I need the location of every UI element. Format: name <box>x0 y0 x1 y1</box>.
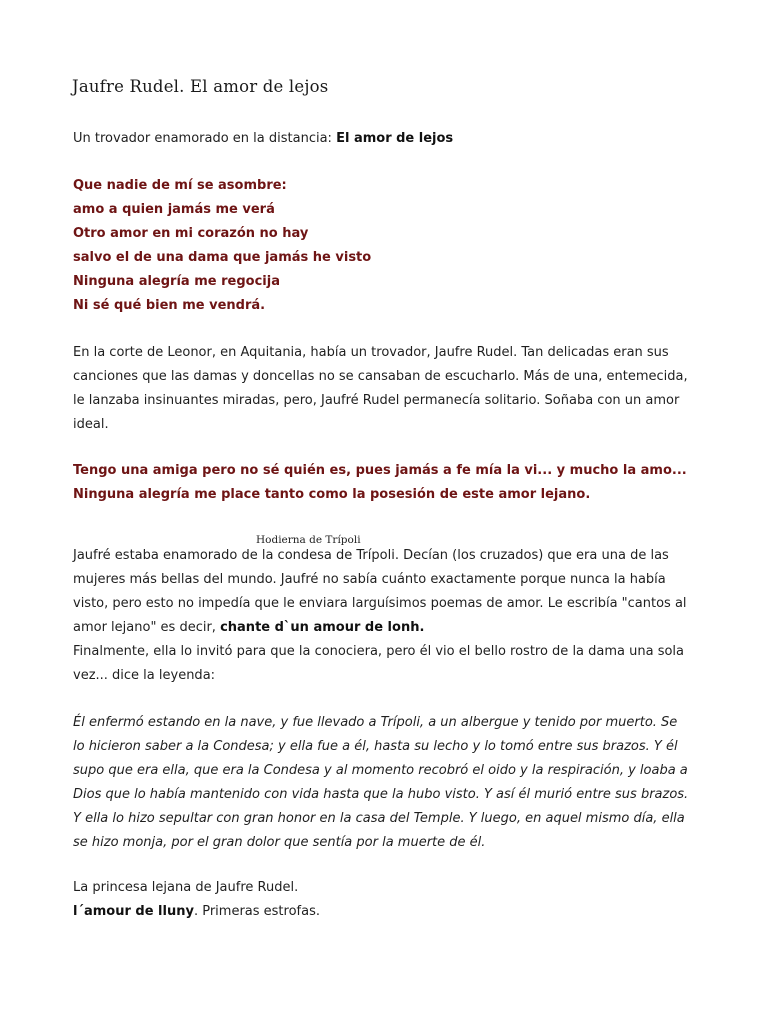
paragraph-line: vez... dice la leyenda: <box>73 668 216 683</box>
legend-line: Dios que lo había mantenido con vida hasta que la hubo visto. Y así él murió entre sus brazos. <box>73 787 689 802</box>
lamour-bold-text: l´amour de lluny <box>73 904 194 919</box>
closing-line-text: . Primeras estrofas. <box>193 904 320 919</box>
legend-line: supo que era ella, que era la Condesa y al momento recobró el oido y la respiración, y loaba a <box>73 763 688 778</box>
poem-line: salvo el de una dama que jamás he visto <box>73 250 372 265</box>
closing-paragraph <box>73 876 699 924</box>
paragraph-line: Jaufré estaba enamorado de la condesa de Trípoli. Decían (los cruzados) que era una de las <box>73 548 669 563</box>
paragraph-line <box>73 616 699 640</box>
legend-line: se hizo monja, por el gran dolor que sentía por la muerte de él. <box>73 835 486 850</box>
paragraph-line: le lanzaba insinuantes miradas, pero, Jaufré Rudel permanecía solitario. Soñaba con un amor <box>73 393 680 408</box>
legend-quote <box>73 711 699 855</box>
closing-line: La princesa lejana de Jaufre Rudel. <box>73 880 299 895</box>
paragraph-line: En la corte de Leonor, en Aquitania, había un trovador, Jaufre Rudel. Tan delicadas eran sus <box>73 345 669 360</box>
closing-line <box>73 900 699 924</box>
image-caption: Hodierna de Trípoli <box>256 534 361 546</box>
poem-line: Tengo una amiga pero no sé quién es, pues jamás a fe mía la vi... y mucho la amo... <box>73 463 687 478</box>
poem-stanza-1 <box>73 174 699 318</box>
paragraph-line: Finalmente, ella lo invitó para que la conociera, pero él vio el bello rostro de la dama una sola <box>73 644 685 659</box>
legend-line: Él enfermó estando en la nave, y fue llevado a Trípoli, a un albergue y tenido por muerto. Se <box>73 715 678 730</box>
paragraph-line: visto, pero esto no impedía que le enviara larguísimos poemas de amor. Le escribía "cantos al <box>73 596 687 611</box>
poem-line: Ninguna alegría me regocija <box>73 274 280 289</box>
paragraph-line: mujeres más bellas del mundo. Jaufré no sabía cuánto exactamente porque nunca la había <box>73 572 666 587</box>
intro-text: Un trovador enamorado en la distancia: <box>73 131 337 146</box>
poem-line: Que nadie de mí se asombre: <box>73 178 287 193</box>
poem-stanza-2 <box>73 459 699 507</box>
paragraph-line: canciones que las damas y doncellas no se cansaban de escucharlo. Más de una, entemecida, <box>73 369 688 384</box>
paragraph-leonor-court <box>73 341 699 437</box>
chante-bold-text: chante d`un amour de lonh. <box>220 620 425 635</box>
paragraph-countess-tripoli <box>73 544 699 688</box>
poem-line: amo a quien jamás me verá <box>73 202 275 217</box>
poem-line: Ninguna alegría me place tanto como la posesión de este amor lejano. <box>73 487 591 502</box>
poem-line: Ni sé qué bien me vendrá. <box>73 298 266 313</box>
legend-line: Y ella lo hizo sepultar con gran honor en la casa del Temple. Y luego, en aquel mismo día, ella <box>73 811 685 826</box>
intro-bold-text: El amor de lejos <box>336 131 454 146</box>
paragraph-line: ideal. <box>73 417 109 432</box>
poem-line: Otro amor en mi corazón no hay <box>73 226 309 241</box>
page-title: Jaufre Rudel. El amor de lejos <box>72 77 329 96</box>
intro-paragraph <box>73 127 699 151</box>
legend-line: lo hicieron saber a la Condesa; y ella fue a él, hasta su lecho y lo tomó entre sus brazos. Y él <box>73 739 678 754</box>
paragraph-line-text: amor lejano" es decir, <box>73 620 221 635</box>
